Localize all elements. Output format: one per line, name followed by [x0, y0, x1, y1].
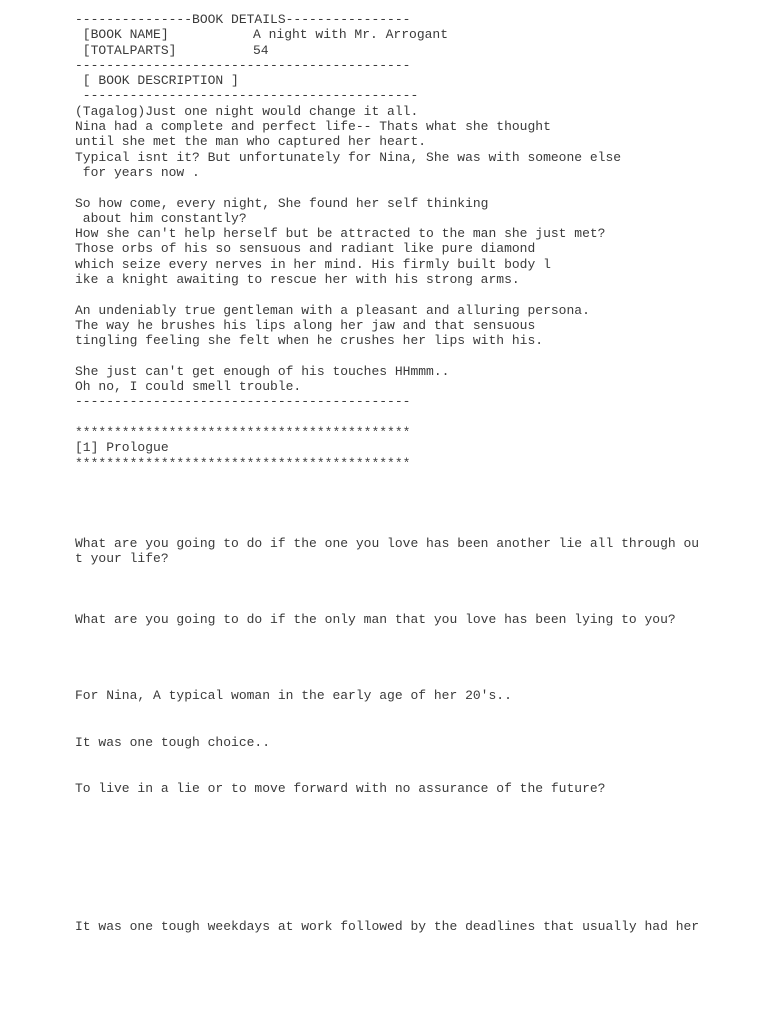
book-name-value: A night with Mr. Arrogant — [253, 27, 449, 43]
book-name-row — [75, 27, 755, 42]
description-line: tingling feeling she felt when he crushes her lips with his. — [75, 333, 544, 349]
description-heading: [ BOOK DESCRIPTION ] — [75, 73, 239, 89]
body-line: To live in a lie or to move forward with no assurance of the future? — [75, 781, 606, 796]
book-name-label: [BOOK NAME] — [75, 27, 169, 43]
description-line: So how come, every night, She found her self thinking — [75, 195, 489, 211]
chapter-title: [1] Prologue — [75, 440, 169, 456]
blank-line — [75, 287, 755, 302]
body-line: It was one tough choice.. — [75, 735, 271, 750]
body-line: It was one tough weekdays at work followed by the deadlines that usually had her — [75, 919, 700, 934]
description-line: Oh no, I could smell trouble. — [75, 379, 302, 395]
description-heading-rule: ------------------------------------------- — [75, 88, 419, 104]
body-paragraph-1 — [75, 536, 699, 567]
book-details-top-rule: ---------------BOOK DETAILS---------------- — [75, 12, 411, 27]
description-line: The way he brushes his lips along her jaw and that sensuous — [75, 317, 536, 333]
description-line: Nina had a complete and perfect life-- Thats what she thought — [75, 119, 551, 135]
description-line: Those orbs of his so sensuous and radiant like pure diamond — [75, 241, 536, 257]
description-line: Typical isnt it? But unfortunately for Nina, She was with someone else — [75, 149, 622, 165]
description-line: about him constantly? — [75, 210, 247, 226]
total-parts-label: [TOTALPARTS] — [75, 42, 177, 58]
description-line: How she can't help herself but be attracted to the man she just met? — [75, 226, 606, 242]
body-line: What are you going to do if the one you love has been another lie all through ou — [75, 536, 700, 551]
description-line: until she met the man who captured her heart. — [75, 134, 427, 150]
description-line: She just can't get enough of his touches HHmmm.. — [75, 363, 450, 379]
chapter-stars-top: ******************************************* — [75, 425, 411, 441]
blank-line — [75, 349, 755, 364]
chapter-stars-bottom: ******************************************* — [75, 455, 411, 471]
body-line: For Nina, A typical woman in the early age of her 20's.. — [75, 688, 512, 703]
description-line: which seize every nerves in her mind. His firmly built body l — [75, 256, 551, 272]
description-line: ike a knight awaiting to rescue her with his strong arms. — [75, 272, 520, 288]
description-line: An undeniably true gentleman with a pleasant and alluring persona. — [75, 302, 590, 318]
blank-line — [75, 410, 755, 425]
book-details-bottom-rule: ------------------------------------------- — [75, 57, 411, 73]
body-line: t your life? — [75, 551, 169, 567]
document-page — [75, 12, 755, 934]
description-line: for years now . — [75, 164, 200, 180]
blank-line — [75, 180, 755, 195]
description-line: (Tagalog)Just one night would change it all. — [75, 103, 419, 119]
description-closing-rule: ------------------------------------------- — [75, 394, 411, 410]
total-parts-value: 54 — [253, 42, 269, 58]
total-parts-row — [75, 43, 755, 58]
body-line: What are you going to do if the only man that you love has been lying to you? — [75, 612, 676, 627]
